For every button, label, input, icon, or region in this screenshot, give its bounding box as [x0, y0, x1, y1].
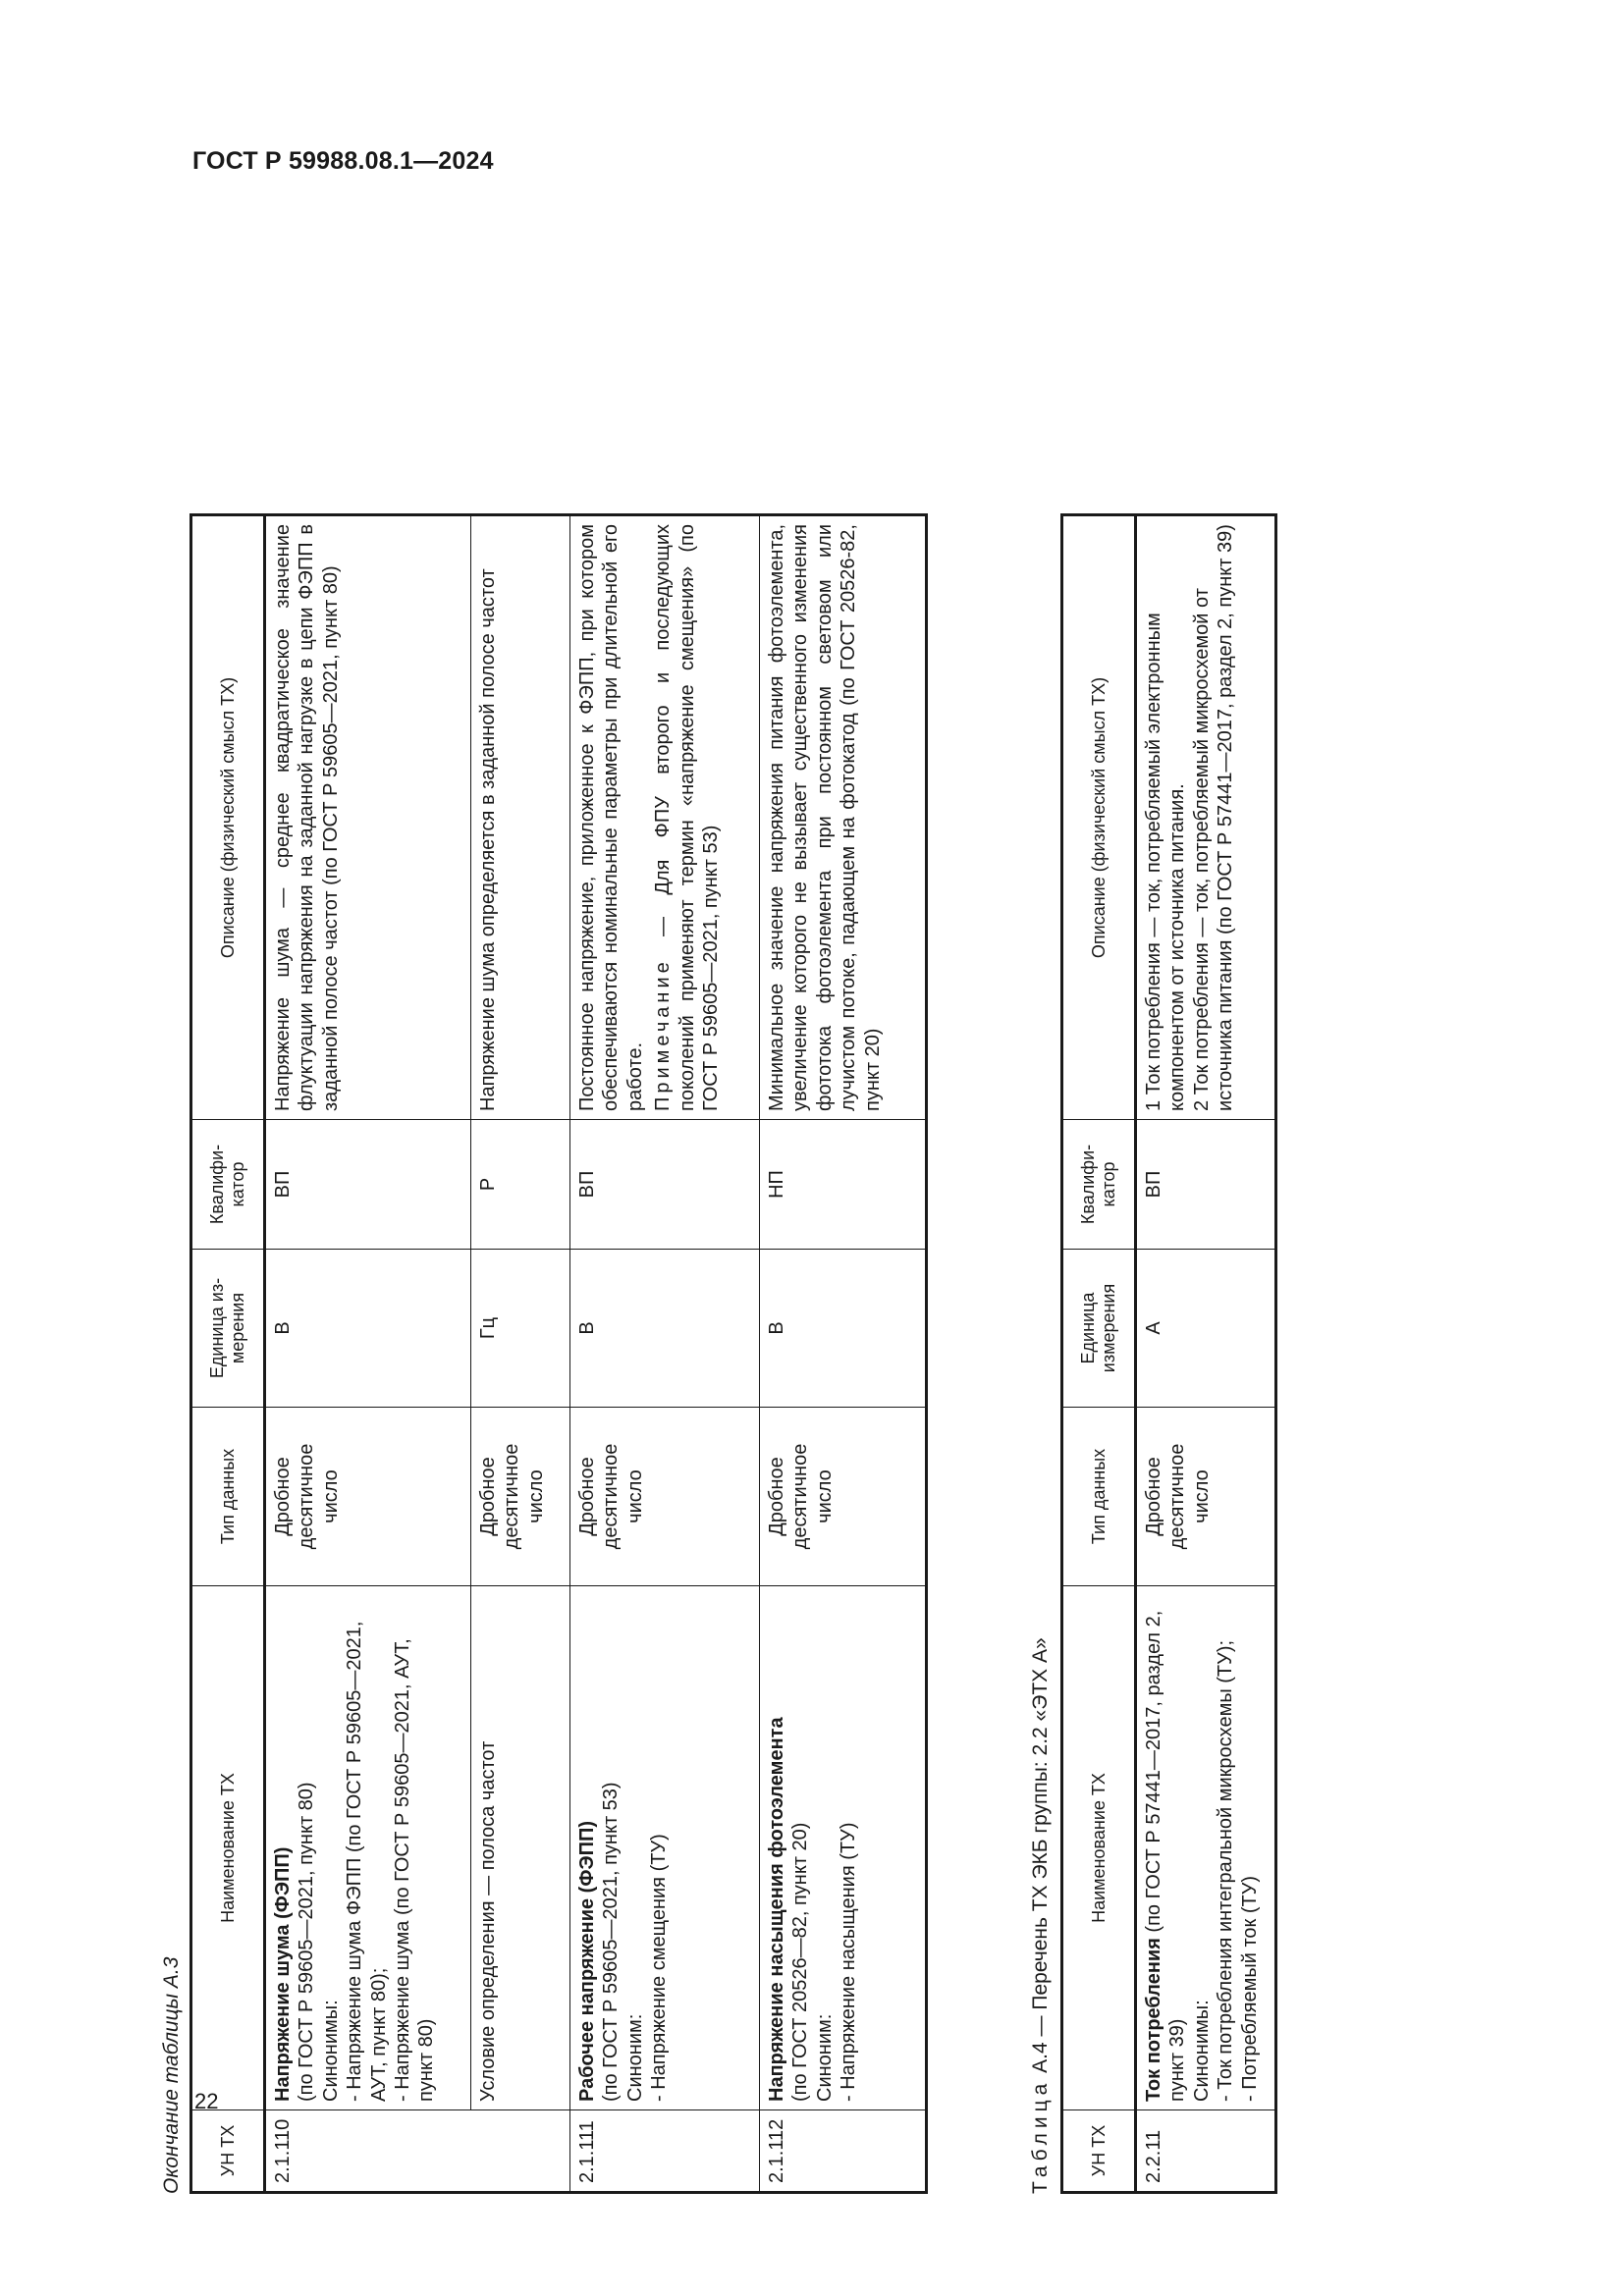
synonyms-label: Синонимы: [1190, 2000, 1213, 2102]
document-header: ГОСТ Р 59988.08.1—2024 [192, 147, 494, 175]
table-header-row [1062, 515, 1136, 2193]
rotated-page-content [152, 231, 1330, 2194]
synonym: - Напряжение шума (по ГОСТ Р 59605—2021, АУТ, пункт 80) [391, 1638, 438, 2102]
header-type: Тип данных [191, 1408, 265, 1586]
table-a3-caption: Окончание таблицы А.3 [160, 1956, 183, 2194]
note-text: — Для ФПУ второго и последующих поколений применяют термин «напряжение смещения» (по ГОСТ Р 59605—2021, пункт 53) [652, 524, 722, 1111]
header-type: Тип данных [1062, 1408, 1136, 1586]
cell-qualifier: ВП [570, 1120, 760, 1250]
synonym: - Напряжение насыщения (ТУ) [838, 1822, 860, 2102]
table-row [570, 515, 760, 2193]
table-a3 [189, 513, 928, 2194]
synonym: - Напряжение шума ФЭПП (по ГОСТ Р 59605—2021, АУТ, пункт 80); [344, 1621, 390, 2102]
cell-unit: В [570, 1250, 760, 1408]
header-qualifier: Квалифи-катор [191, 1120, 265, 1250]
cell-qualifier: НП [760, 1120, 927, 1250]
table-header-row [191, 515, 265, 2193]
table-row [265, 515, 471, 2193]
header-name: Наименование ТХ [1062, 1586, 1136, 2110]
table-a4-caption-text: А.4 — Перечень ТХ ЭКБ группы: 2.2 «ЭТХ А» [1029, 1637, 1052, 2079]
term-reference: (по ГОСТ Р 59605—2021, пункт 53) [600, 1782, 623, 2102]
term-name: Напряжение шума (ФЭПП) [272, 1846, 294, 2102]
cell-type: Дробное десятичное число [265, 1408, 471, 1586]
table-row [471, 515, 570, 2193]
table-a4-caption-label: Таблица [1029, 2078, 1052, 2194]
cell-unit: Гц [471, 1250, 570, 1408]
cell-type: Дробное десятичное число [471, 1408, 570, 1586]
cell-code: 2.1.111 [570, 2110, 760, 2193]
cell-name [265, 1586, 471, 2110]
cell-qualifier: Р [471, 1120, 570, 1250]
term-name: Ток потребления [1143, 1938, 1164, 2102]
table-a4 [1060, 513, 1277, 2194]
cell-name [1136, 1586, 1276, 2110]
description-text: Постоянное напряжение, приложенное к ФЭПП, при котором обеспечиваются номинальные параметры при длительной его работе. [576, 524, 646, 1111]
cell-description [570, 515, 760, 1120]
cell-code: 2.2.11 [1136, 2110, 1276, 2193]
synonyms-label: Синонимы: [319, 2000, 342, 2102]
term-reference: (по ГОСТ Р 57441—2017, раздел 2, пункт 39) [1143, 1610, 1189, 2102]
cell-description: Напряжение шума — среднее квадратическое значение флуктуации напряжения на заданной нагрузке в цепи ФЭПП в заданной полосе частот (по ГОСТ Р 59605—2021, пункт 80) [265, 515, 471, 1120]
header-code: УН ТХ [191, 2110, 265, 2193]
cell-name [570, 1586, 760, 2110]
page-number: 22 [194, 2089, 219, 2113]
synonym: - Ток потребления интегральной микросхемы (ТУ); [1215, 1639, 1237, 2102]
cell-type: Дробное десятичное число [760, 1408, 927, 1586]
cell-name: Условие определения — полоса частот [471, 1586, 570, 2110]
header-description: Описание (физический смысл ТХ) [191, 515, 265, 1120]
synonym: - Напряжение смещения (ТУ) [648, 1834, 671, 2102]
cell-code: 2.1.112 [760, 2110, 927, 2193]
cell-type: Дробное десятичное число [1136, 1408, 1276, 1586]
table-a4-caption [1029, 1637, 1053, 2194]
description-item: 2 Ток потребления — ток, потребляемый микросхемой от источника питания (по ГОСТ Р 57441—2017, раздел 2, пункт 39) [1190, 524, 1237, 1111]
cell-unit: А [1136, 1250, 1276, 1408]
term-reference: (по ГОСТ 20526—82, пункт 20) [789, 1822, 812, 2102]
header-unit: Единица из-мерения [191, 1250, 265, 1408]
cell-description [1136, 515, 1276, 1120]
term-name: Напряжение насыщения фотоэлемента [766, 1717, 787, 2102]
header-name: Наименование ТХ [191, 1586, 265, 2110]
synonyms-label: Синоним: [623, 2013, 646, 2102]
header-unit: Единица измерения [1062, 1250, 1136, 1408]
table-row [760, 515, 927, 2193]
term-reference: (по ГОСТ Р 59605—2021, пункт 80) [296, 1782, 318, 2102]
cell-unit: В [265, 1250, 471, 1408]
cell-name [760, 1586, 927, 2110]
cell-code: 2.1.110 [265, 2110, 570, 2193]
table-row [1136, 515, 1276, 2193]
header-description: Описание (физический смысл ТХ) [1062, 515, 1136, 1120]
header-qualifier: Квалифи-катор [1062, 1120, 1136, 1250]
cell-description: Напряжение шума определяется в заданной полосе частот [471, 515, 570, 1120]
cell-qualifier: ВП [1136, 1120, 1276, 1250]
header-code: УН ТХ [1062, 2110, 1136, 2193]
cell-description: Минимальное значение напряжения питания фотоэлемента, увеличение которого не вызывает существенного изменения фототока фотоэлемента при постоянном световом или лучистом потоке, падающем на фотокатод (по ГОСТ 20526-82, пункт 20) [760, 515, 927, 1120]
synonyms-label: Синоним: [813, 2013, 836, 2102]
term-name: Рабочее напряжение (ФЭПП) [576, 1820, 598, 2102]
cell-type: Дробное десятичное число [570, 1408, 760, 1586]
synonym: - Потребляемый ток (ТУ) [1238, 1875, 1261, 2102]
note-label: Примечание [652, 958, 675, 1111]
cell-unit: В [760, 1250, 927, 1408]
description-item: 1 Ток потребления — ток, потребляемый электронным компонентом от источника питания. [1143, 613, 1189, 1111]
note [651, 524, 723, 1111]
cell-qualifier: ВП [265, 1120, 471, 1250]
